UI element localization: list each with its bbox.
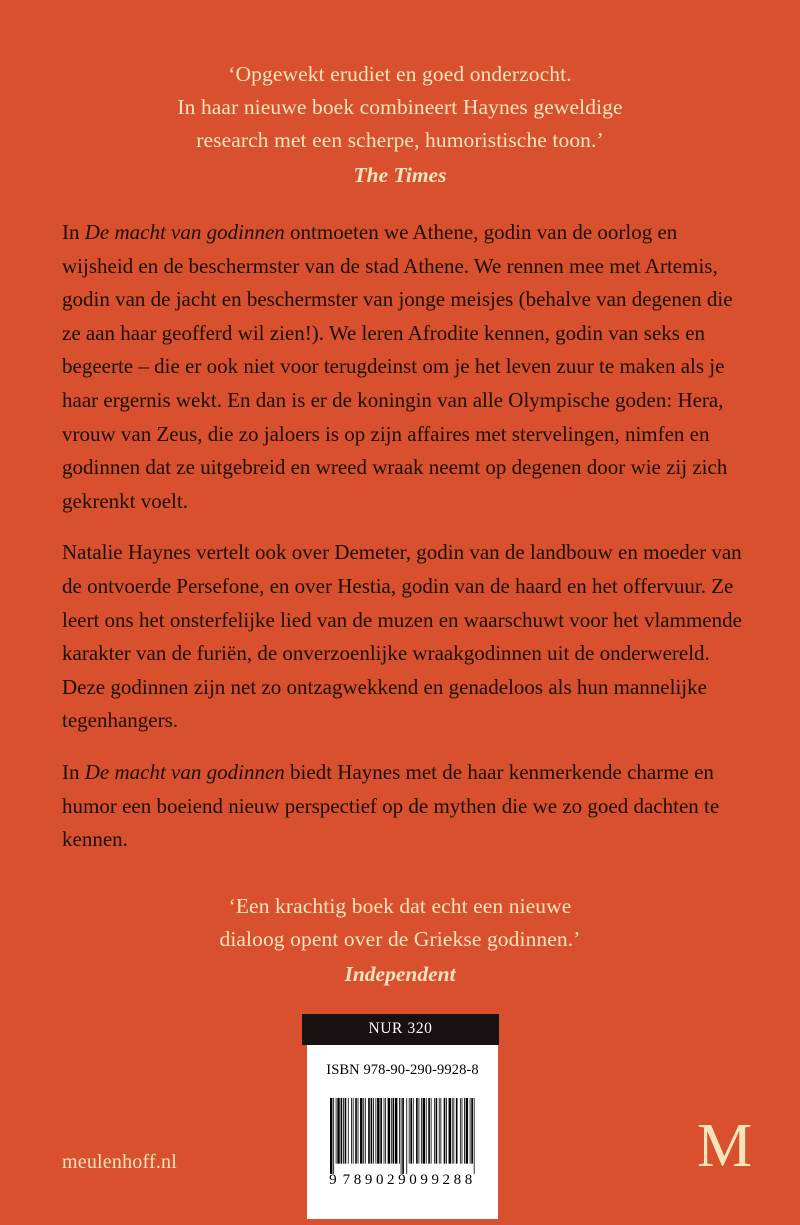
- bottom-quote-source: Independent: [344, 962, 456, 986]
- top-quote-line-1: ‘Opgewekt erudiet en goed onderzocht.: [228, 62, 572, 86]
- blurb-paragraph: In De macht van godinnen biedt Haynes met de haar kenmerkende charme en humor een boeiend nieuw perspectief op de mythen die we zo goed dachten te kennen.: [62, 759, 720, 852]
- bottom-quote-line-2: dialoog opent over de Griekse godinnen.’: [219, 927, 581, 951]
- barcode-icon: [330, 1098, 477, 1174]
- meulenhoff-logo: M: [697, 1112, 753, 1180]
- barcode-digits-left: 789029: [342, 1171, 410, 1188]
- blurb-paragraph: Natalie Haynes vertelt ook over Demeter, godin van de landbouw en moeder van de ontvoerde Persefone, en over Hestia, godin van de haard en het offervuur. Ze leert ons het onsterfelijke lied van de muzen en waarschuwt voor het vlammende karakter van de furiën, de onverzoenlijke wraakgodinnen uit de onderwereld. Deze godinnen zijn net zo ontzagwekkend en genadeloos als hun mannelijke tegenhangers.: [62, 540, 742, 733]
- nur-code-band: NUR 320: [302, 1014, 499, 1045]
- bottom-quote-line-1: ‘Een krachtig boek dat echt een nieuwe: [228, 894, 572, 918]
- blurb-text: [62, 216, 742, 857]
- barcode-digits-right: 099288: [409, 1171, 476, 1188]
- barcode-panel: [302, 1014, 499, 1219]
- top-pull-quote: [0, 58, 800, 191]
- isbn-text: ISBN 978-90-290-9928-8: [326, 1061, 479, 1078]
- barcode-area: [307, 1045, 498, 1219]
- top-quote-line-2: In haar nieuwe boek combineert Haynes geweldige: [177, 95, 623, 119]
- bottom-pull-quote: [0, 890, 800, 990]
- publisher-website[interactable]: meulenhoff.nl: [62, 1151, 177, 1173]
- top-quote-line-3: research met een scherpe, humoristische toon.’: [196, 128, 604, 152]
- blurb-paragraph: In De macht van godinnen ontmoeten we Athene, godin van de oorlog en wijsheid en de beschermster van de stad Athene. We rennen mee met Artemis, godin van de jacht en beschermster van jonge meisjes (behalve van degenen die ze aan haar geofferd wil zien!). We leren Afrodite kennen, godin van seks en begeerte – die er ook niet voor terugdeinst om je het leven zuur te maken als je haar ergernis wekt. En dan is er de koningin van alle Olympische goden: Hera, vrouw van Zeus, die zo jaloers is op zijn affaires met stervelingen, nimfen en godinnen dat ze uitgebreid en wreed wraak neemt op degenen door wie zij zich gekrenkt voelt.: [62, 220, 733, 513]
- barcode-digits: [307, 1173, 498, 1188]
- top-quote-source: The Times: [353, 163, 447, 187]
- barcode-digit-lead: 9: [329, 1171, 343, 1188]
